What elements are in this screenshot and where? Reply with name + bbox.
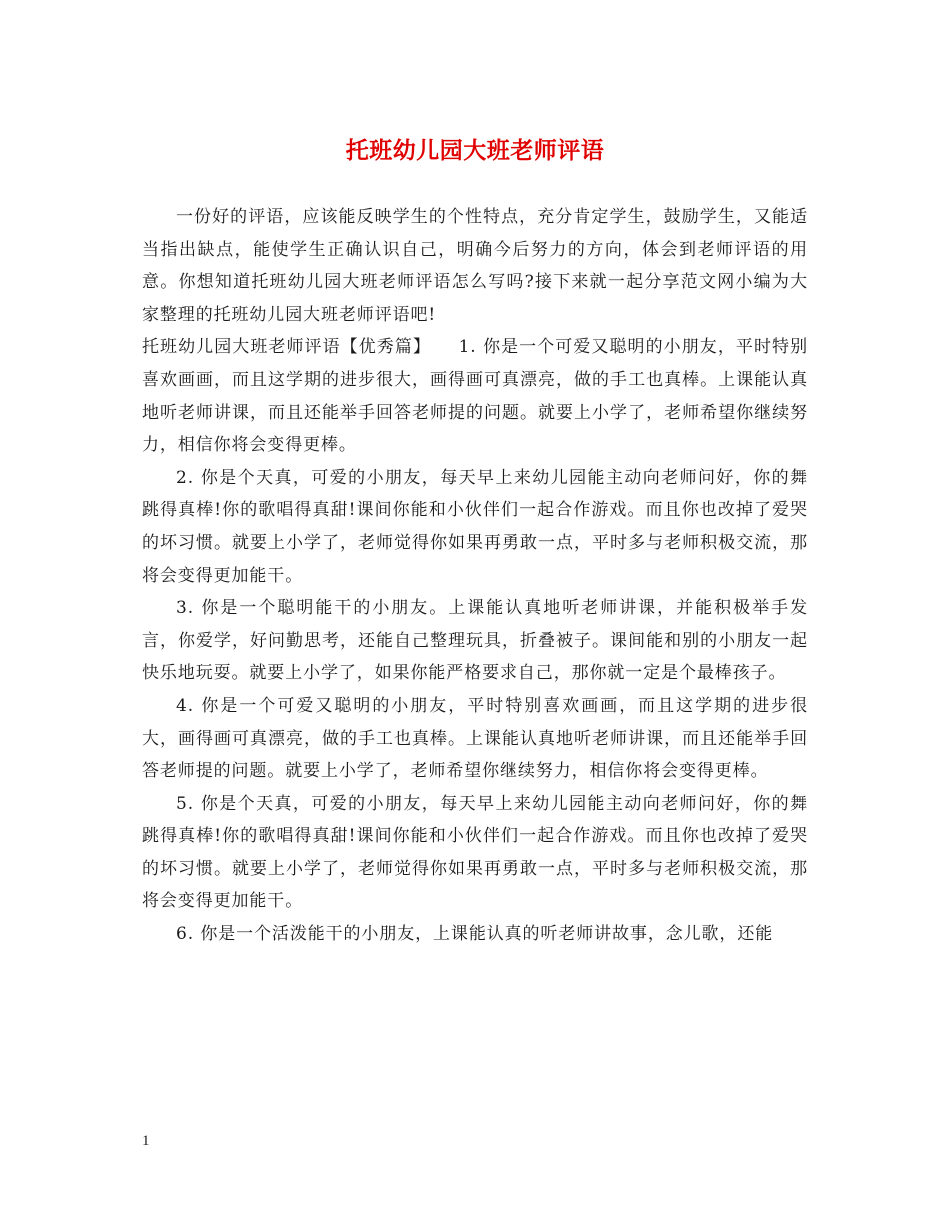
comment-item-3: 3. 你是一个聪明能干的小朋友。上课能认真地听老师讲课，并能积极举手发言，你爱学，好问勤思考，还能自己整理玩具，折叠被子。课间能和别的小朋友一起快乐地玩耍。就要上小学了，如果你能严格要求自己，那你就一定是个最棒孩子。 <box>142 598 808 684</box>
document-title: 托班幼儿园大班老师评语 <box>345 137 605 164</box>
document-body <box>142 201 808 951</box>
comment-item-2: 2. 你是个天真，可爱的小朋友，每天早上来幼儿园能主动向老师问好，你的舞跳得真棒!你的歌唱得真甜!课间你能和小伙伴们一起合作游戏。而且你也改掉了爱哭的坏习惯。就要上小学了，老师觉得你如果再勇敢一点，平时多与老师积极交流，那将会变得更加能干。 <box>142 467 808 586</box>
page-number: 1 <box>142 1133 150 1149</box>
comment-item-4: 4. 你是一个可爱又聪明的小朋友，平时特别喜欢画画，而且这学期的进步很大，画得画可真漂亮，做的手工也真棒。上课能认真地听老师讲课，而且还能举手回答老师提的问题。就要上小学了，老师希望你继续努力，相信你将会变得更棒。 <box>142 695 808 782</box>
comment-item-5: 5. 你是个天真，可爱的小朋友，每天早上来幼儿园能主动向老师问好，你的舞跳得真棒!你的歌唱得真甜!课间你能和小伙伴们一起合作游戏。而且你也改掉了爱哭的坏习惯。就要上小学了，老师觉得你如果再勇敢一点，平时多与老师积极交流，那将会变得更加能干。 <box>142 793 808 912</box>
section-heading-paragraph: 托班幼儿园大班老师评语【优秀篇】 1. 你是一个可爱又聪明的小朋友，平时特别喜欢画画，而且这学期的进步很大，画得画可真漂亮，做的手工也真棒。上课能认真地听老师讲课，而且还能举手回答老师提的问题。就要上小学了，老师希望你继续努力，相信你将会变得更棒。 <box>142 337 808 456</box>
comment-item-6: 6. 你是一个活泼能干的小朋友，上课能认真的听老师讲故事，念儿歌，还能 <box>176 924 774 945</box>
intro-paragraph: 一份好的评语，应该能反映学生的个性特点，充分肯定学生，鼓励学生，又能适当指出缺点，能使学生正确认识自己，明确今后努力的方向，体会到老师评语的用意。你想知道托班幼儿园大班老师评语怎么写吗?接下来就一起分享范文网小编为大家整理的托班幼儿园大班老师评语吧! <box>142 207 808 325</box>
